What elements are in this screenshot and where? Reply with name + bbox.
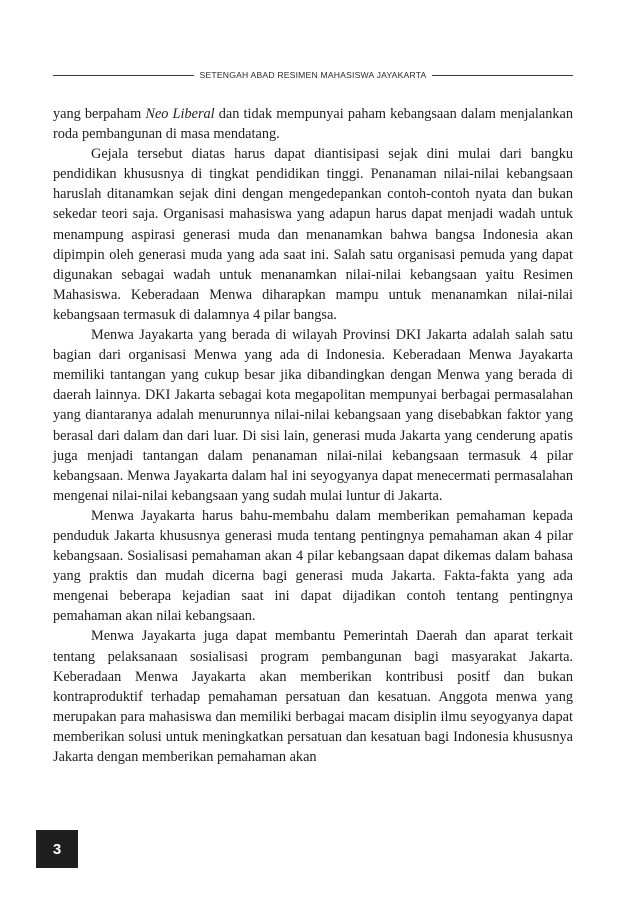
paragraph-1: Gejala tersebut diatas harus dapat diantisipasi sejak dini mulai dari bangku pendidikan khususnya di tingkat pendidikan tinggi. Penanaman nilai-nilai kebangsaan haruslah ditanamkan sejak dini dengan mengedepankan contoh-contoh nyata dan bukan sekedar teori saja. Organisasi mahasiswa yang adapun harus dapat menjadi wadah untuk menampung aspirasi generasi muda dan menanamkan bahwa bangsa Indonesia akan dipimpin oleh generasi muda yang ada saat ini. Salah satu organisasi pemuda yang dapat digunakan sebagai wadah untuk menanamkan nilai-nilai kebangsaan yaitu Resimen Mahasiswa. Keberadaan Menwa diharapkan mampu untuk menanamkan nilai-nilai kebangsaan termasuk di dalamnya 4 pilar bangsa. — [53, 146, 573, 323]
italic-term: Neo Liberal — [145, 106, 215, 122]
page-number-badge — [36, 830, 78, 868]
paragraph-3: Menwa Jayakarta harus bahu-membahu dalam memberikan pemahaman kepada penduduk Jakarta khususnya generasi muda tentang pentingnya pemahaman akan 4 pilar kebangsaan. Sosialisasi pemahaman akan 4 pilar kebangsaan dapat dikemas dalam bahasa yang praktis dan mudah dicerna bagi generasi muda Jakarta. Fakta-fakta yang ada mengenai beberapa kejadian saat ini dapat dijadikan contoh tentang pentingnya pemahaman akan nilai kebangsaan. — [53, 507, 573, 625]
paragraph-0-tail: dan tidak mempunyai paham kebangsaan dalam menjalankan roda pembangunan di masa mendatang. — [53, 106, 573, 143]
body-text — [53, 104, 573, 767]
paragraph-4: Menwa Jayakarta juga dapat membantu Pemerintah Daerah dan aparat terkait tentang pelaksanaan sosialisasi program pembangunan bagi masyarakat Jakarta. Keberadaan Menwa Jayakarta akan memberikan kontribusi positf dan bukan kontraproduktif terhadap pemahaman persatuan dan kesatuan. Anggota menwa yang merupakan para mahasiswa dan memiliki berbagai macam disiplin ilmu seyogyanya dapat memberikan solusi untuk meningkatkan persatuan dan kesatuan bagi Indonesia khususnya Jakarta dengan memberikan pemahaman akan — [53, 628, 573, 765]
header-rule-right — [432, 75, 573, 76]
page-number: 3 — [52, 840, 62, 858]
paragraph-continuation — [53, 104, 573, 144]
header-rule-left — [53, 75, 194, 76]
paragraph-2: Menwa Jayakarta yang berada di wilayah Provinsi DKI Jakarta adalah salah satu bagian dari organisasi Menwa yang ada di Indonesia. Keberadaan Menwa Jayakarta memiliki tantangan yang cukup besar jika dibandingkan dengan Menwa yang berada di daerah lainnya. DKI Jakarta sebagai kota megapolitan mempunyai berbagai permasalahan yang diantaranya adalah menurunnya nilai-nilai kebangsaan yang disebabkan faktor yang berasal dari dalam dan dari luar. Di sisi lain, generasi muda Jakarta yang cenderung apatis juga menjadi tantangan dalam penanaman nilai-nilai kebangsaan termasuk 4 pilar kebangsaan. Menwa Jayakarta dalam hal ini seyogyanya dapat menecermati permasalahan mengenai nilai-nilai kebangsaan yang sudah mulai luntur di Jakarta. — [53, 327, 573, 504]
running-title: SETENGAH ABAD RESIMEN MAHASISWA JAYAKARTA — [199, 70, 427, 80]
paragraph-0-lead: yang berpaham — [53, 106, 146, 122]
running-header — [53, 68, 573, 82]
